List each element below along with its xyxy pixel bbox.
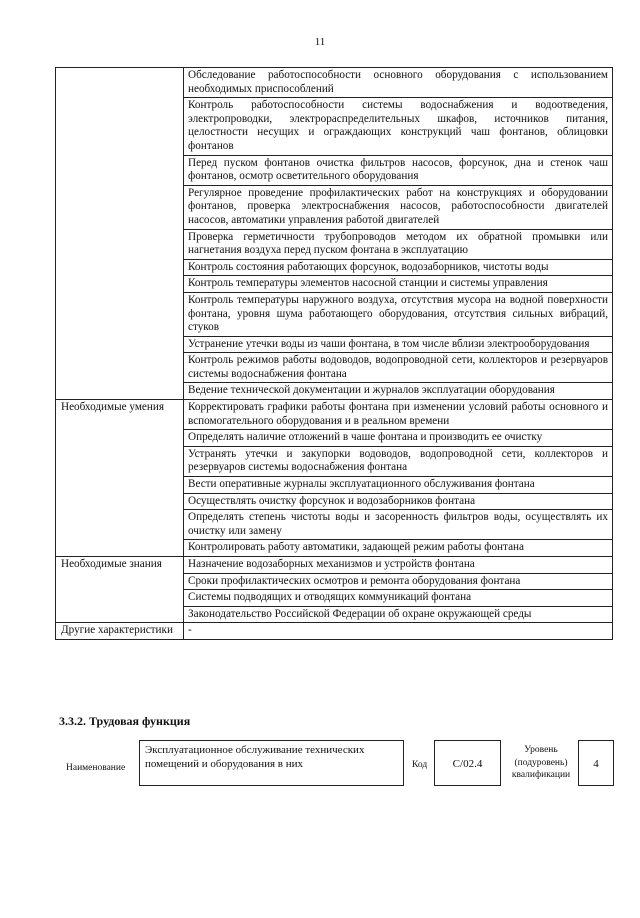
row-item: Контроль температуры элементов насосной станции и системы управления [184,276,613,293]
row-item: Контроль режимов работы водоводов, водопроводной сети, коллекторов и резервуаров системы водоснабжения фонтана [184,353,613,383]
section-heading: 3.3.2. Трудовая функция [59,714,191,728]
row-item: Вести оперативные журналы эксплуатационного обслуживания фонтана [184,477,613,494]
row-item: Ведение технической документации и журналов эксплуатации оборудования [184,383,613,400]
function-name-box: Эксплуатационное обслуживание технических помещений и оборудования в них [139,740,404,786]
table-row [56,68,613,98]
labor-function-table [55,67,613,640]
row-item: Сроки профилактических осмотров и ремонта оборудования фонтана [184,573,613,590]
row-item: Проверка герметичности трубопроводов методом их обратной промывки или нагнетания воздуха перед пуском фонтана в эксплуатацию [184,229,613,259]
row-item: Системы подводящих и отводящих коммуникаций фонтана [184,590,613,607]
row-item: Обследование работоспособности основного оборудования с использованием необходимых приспособлений [184,68,613,98]
row-item: Регулярное проведение профилактических работ на конструкциях и оборудовании фонтанов, проверка электроснабжения насосов, работоспособности двигателей насосов, автоматики управления работой двигателей [184,185,613,229]
code-label: Код [412,760,428,770]
row-item: Перед пуском фонтанов очистка фильтров насосов, форсунок, дна и стенок чаш фонтанов, осмотр осветительного оборудования [184,155,613,185]
level-box: 4 [578,740,614,786]
row-item: Контроль работоспособности системы водоснабжения и водоотведения, электропроводки, электрораспределительных шкафов, источников питания, целостности несущих и ограждающих конструкций чаш фонтанов, облицовки фонтанов [184,98,613,155]
row-item: - [184,623,613,640]
code-box: C/02.4 [434,740,501,786]
name-label: Наименование [66,763,126,773]
row-item: Устранять утечки и закупорки водоводов, водопроводной сети, коллекторов и резервуаров системы водоснабжения фонтана [184,446,613,476]
level-label: Уровень (подуровень) квалификации [511,745,571,780]
row-item: Законодательство Российской Федерации об охране окружающей среды [184,606,613,623]
row-item: Корректировать графики работы фонтана при изменении условий работы основного и вспомогательного оборудования и в реальном времени [184,400,613,430]
row-label: Необходимые знания [56,557,184,623]
row-item: Устранение утечки воды из чаши фонтана, в том числе вблизи электрооборудования [184,336,613,353]
table-row [56,557,613,574]
row-item: Осуществлять очистку форсунок и водозаборников фонтана [184,493,613,510]
row-item: Контроль температуры наружного воздуха, отсутствия мусора на водной поверхности фонтана, уровня шума работающего оборудования, отсутствия сильных вибраций, стуков [184,292,613,336]
row-label: Необходимые умения [56,400,184,557]
row-item: Определять наличие отложений в чаше фонтана и производить ее очистку [184,430,613,447]
row-label [56,68,184,400]
row-item: Назначение водозаборных механизмов и устройств фонтана [184,557,613,574]
row-label: Другие характеристики [56,623,184,640]
row-item: Контролировать работу автоматики, задающей режим работы фонтана [184,540,613,557]
table-row [56,623,613,640]
page-number: 11 [314,36,326,48]
row-item: Определять степень чистоты воды и засоренность фильтров воды, осуществлять их очистку или замену [184,510,613,540]
table-row [56,400,613,430]
row-item: Контроль состояния работающих форсунок, водозаборников, чистоты воды [184,259,613,276]
